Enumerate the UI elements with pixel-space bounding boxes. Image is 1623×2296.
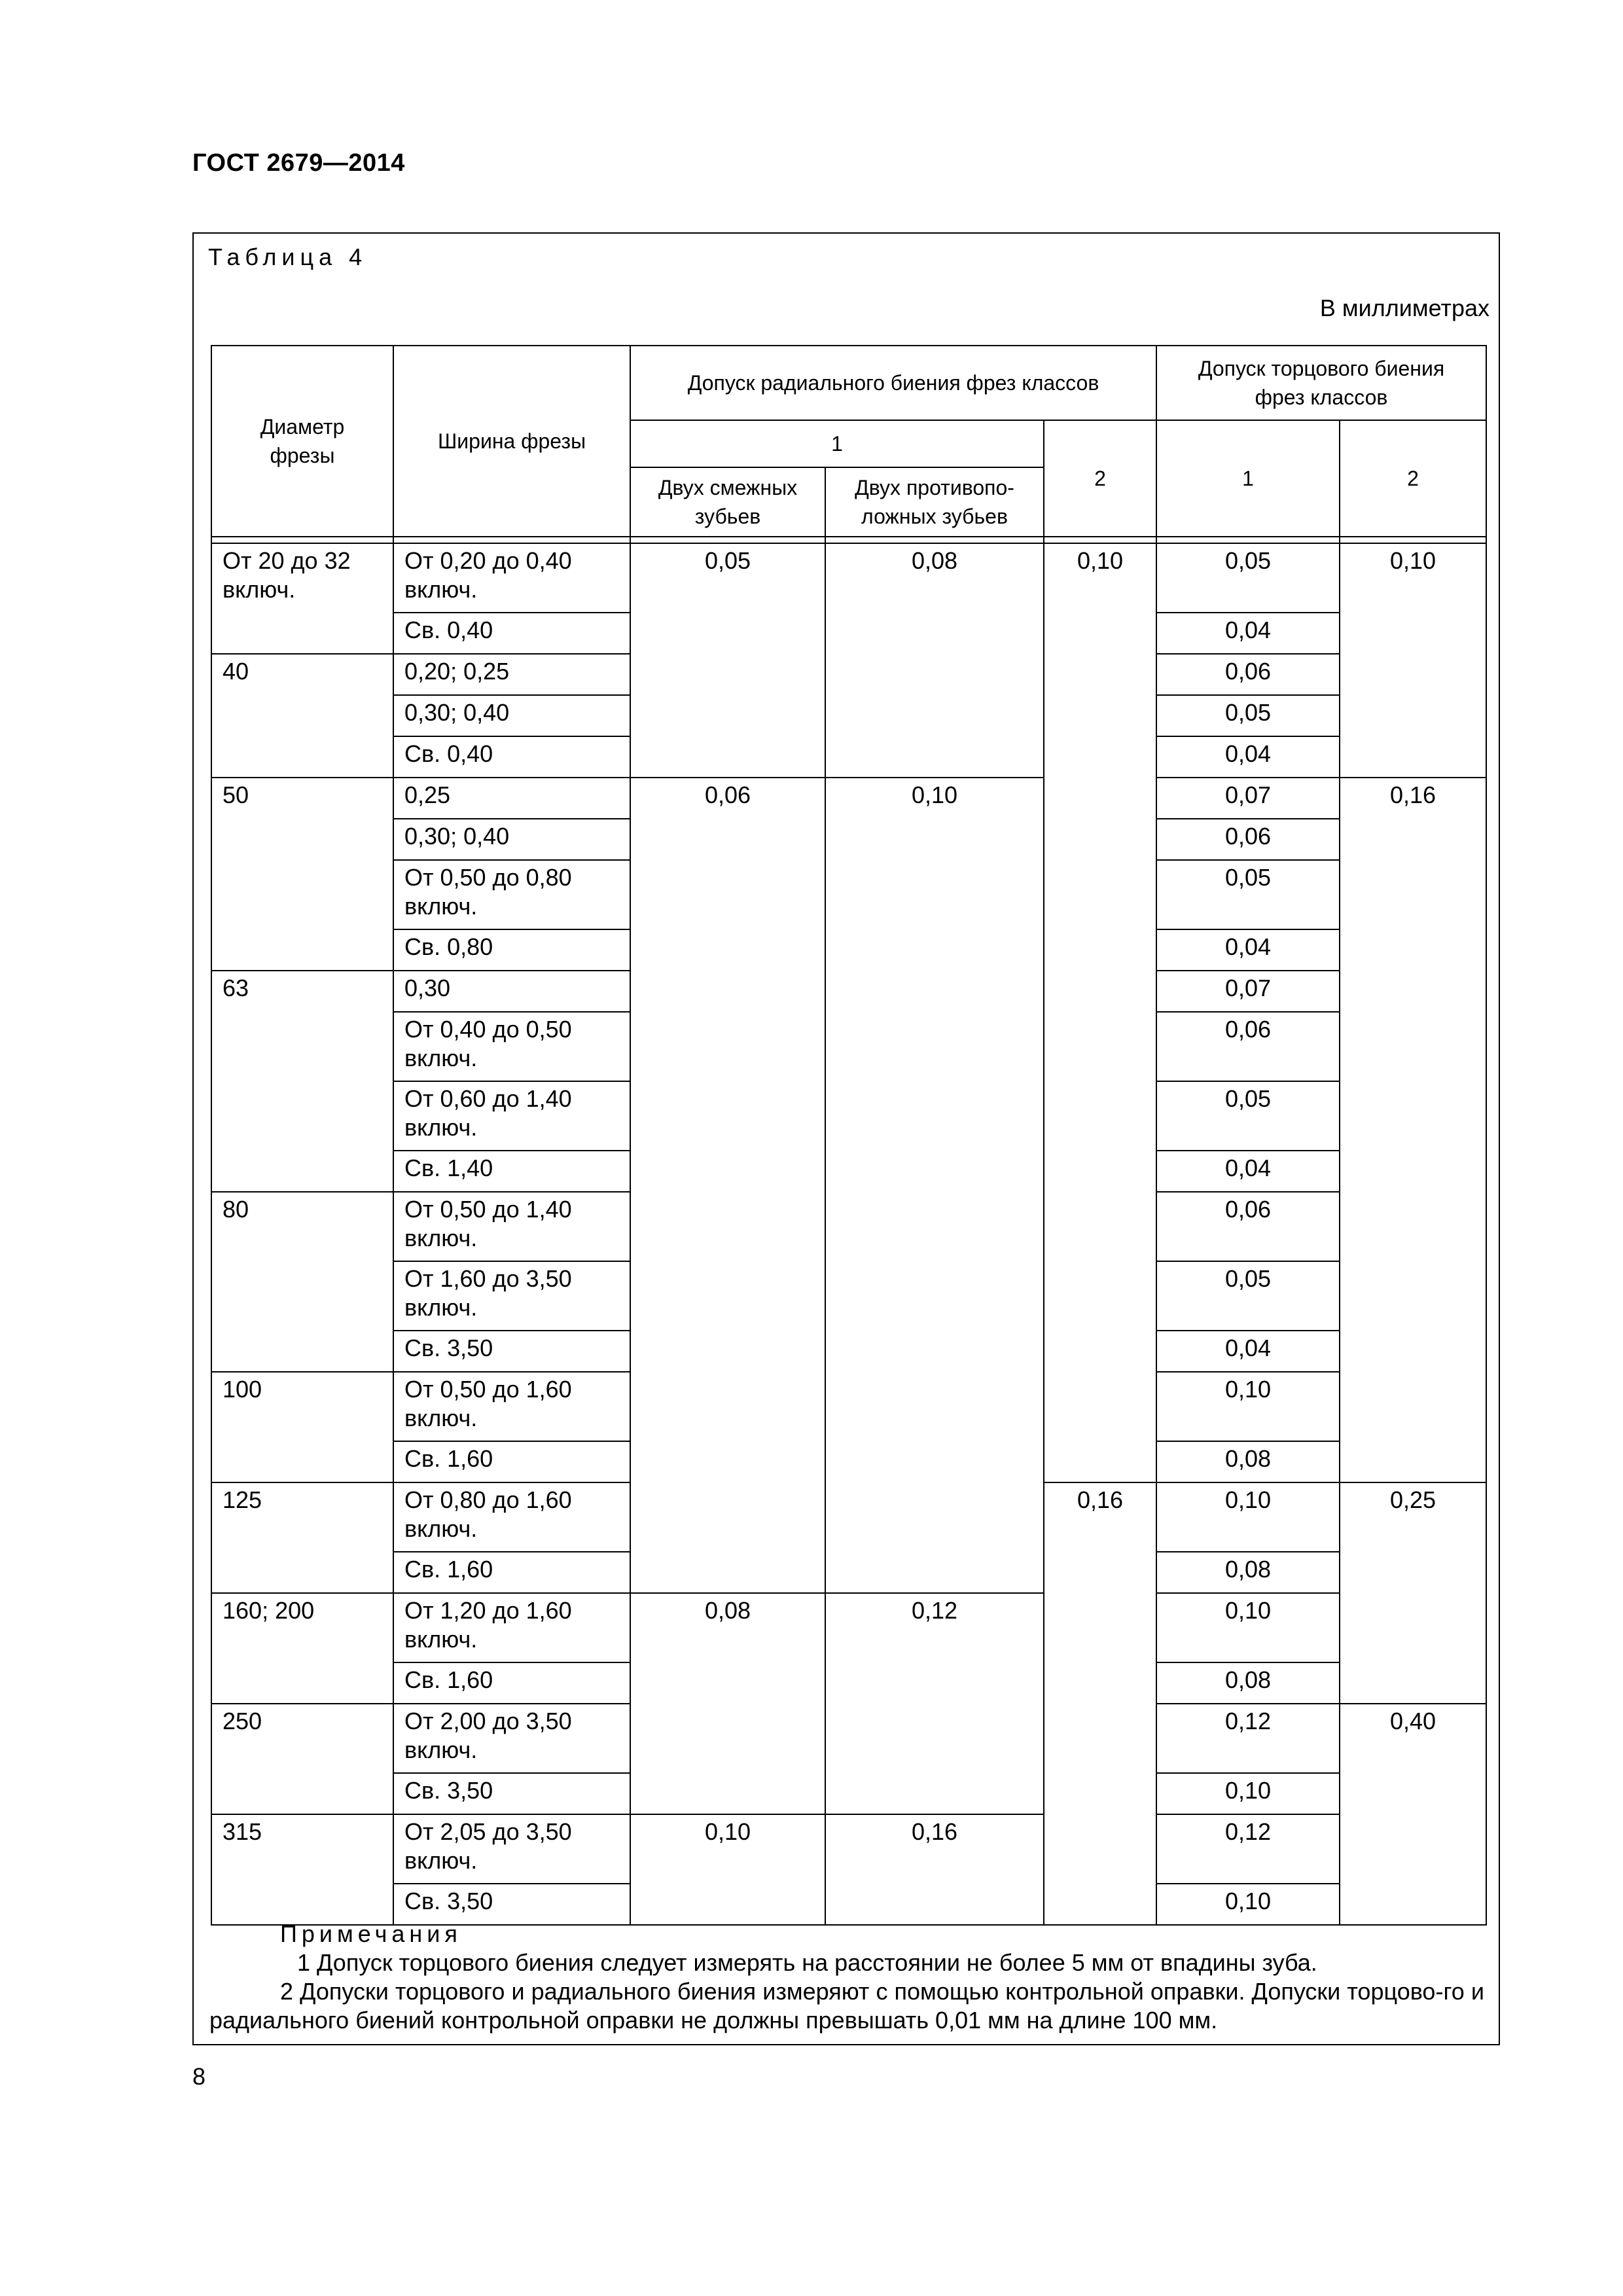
diameter-cell: 63 [211, 971, 393, 1192]
axial-class1-cell: 0,04 [1156, 929, 1340, 971]
width-cell: От 0,80 до 1,60 включ. [393, 1482, 630, 1552]
note-item: 1 Допуск торцового биения следует измерять на расстоянии не более 5 мм от впадины зуба. [297, 1949, 1317, 1976]
axial-class2-cell: 0,10 [1340, 543, 1486, 778]
axial-class1-cell: 0,10 [1156, 1773, 1340, 1814]
width-cell: Св. 1,60 [393, 1441, 630, 1482]
axial-class1-cell: 0,08 [1156, 1662, 1340, 1704]
radial-opposite-cell: 0,16 [825, 1814, 1044, 1925]
header-axial-class-1: 1 [1156, 420, 1340, 537]
axial-class1-cell: 0,04 [1156, 1151, 1340, 1192]
diameter-cell: 315 [211, 1814, 393, 1925]
width-cell: От 2,00 до 3,50 включ. [393, 1704, 630, 1773]
table-units: В миллиметрах [1319, 295, 1489, 321]
diameter-cell: 125 [211, 1482, 393, 1593]
axial-class1-cell: 0,10 [1156, 1482, 1340, 1552]
axial-class1-cell: 0,12 [1156, 1704, 1340, 1773]
width-cell: Св. 0,80 [393, 929, 630, 971]
header-diameter: Диаметр фрезы [211, 346, 393, 537]
header-width: Ширина фрезы [393, 346, 630, 537]
width-cell: От 0,50 до 1,60 включ. [393, 1372, 630, 1441]
axial-class1-cell: 0,07 [1156, 778, 1340, 819]
axial-class2-cell: 0,40 [1340, 1704, 1486, 1925]
axial-class2-cell: 0,25 [1340, 1482, 1486, 1704]
axial-class1-cell: 0,10 [1156, 1372, 1340, 1441]
header-radial-class-1: 1 [630, 420, 1044, 467]
diameter-cell: 250 [211, 1704, 393, 1814]
axial-class1-cell: 0,05 [1156, 1261, 1340, 1331]
axial-class1-cell: 0,04 [1156, 736, 1340, 778]
width-cell: Св. 0,40 [393, 613, 630, 654]
axial-class1-cell: 0,06 [1156, 819, 1340, 860]
page-number: 8 [192, 2063, 206, 2090]
table-notes [209, 1920, 1484, 2035]
header-axial: Допуск торцового биения фрез классов [1156, 346, 1486, 420]
axial-class2-cell: 0,16 [1340, 778, 1486, 1482]
diameter-cell: 80 [211, 1192, 393, 1372]
table-title: Таблица 4 [208, 243, 368, 270]
width-cell: Св. 1,60 [393, 1552, 630, 1593]
diameter-cell: 160; 200 [211, 1593, 393, 1704]
width-cell: Св. 3,50 [393, 1331, 630, 1372]
width-cell: 0,30; 0,40 [393, 695, 630, 736]
header-adjacent-teeth: Двух смежных зубьев [630, 467, 825, 537]
width-cell: От 0,50 до 0,80 включ. [393, 860, 630, 929]
axial-class1-cell: 0,08 [1156, 1441, 1340, 1482]
radial-class2-cell: 0,10 [1044, 543, 1156, 1482]
width-cell: От 0,50 до 1,40 включ. [393, 1192, 630, 1261]
width-cell: 0,25 [393, 778, 630, 819]
width-cell: 0,20; 0,25 [393, 654, 630, 695]
axial-class1-cell: 0,04 [1156, 1331, 1340, 1372]
width-cell: Св. 0,40 [393, 736, 630, 778]
diameter-cell: 40 [211, 654, 393, 778]
axial-class1-cell: 0,05 [1156, 695, 1340, 736]
axial-class1-cell: 0,12 [1156, 1814, 1340, 1884]
width-cell: От 2,05 до 3,50 включ. [393, 1814, 630, 1884]
axial-class1-cell: 0,06 [1156, 654, 1340, 695]
radial-opposite-cell: 0,12 [825, 1593, 1044, 1814]
note-item: 2 Допуски торцового и радиального биения измеряют с помощью контрольной оправки. Допуски торцово-го и радиального биений контрольной оправки не должны превышать 0,01 мм на длине 100 мм. [209, 1978, 1484, 2034]
diameter-cell: 50 [211, 778, 393, 971]
header-radial-class-2: 2 [1044, 420, 1156, 537]
axial-class1-cell: 0,10 [1156, 1884, 1340, 1925]
radial-class2-cell: 0,16 [1044, 1482, 1156, 1925]
radial-adjacent-cell: 0,06 [630, 778, 825, 1593]
notes-title: Примечания [280, 1920, 462, 1947]
axial-class1-cell: 0,05 [1156, 860, 1340, 929]
width-cell: 0,30 [393, 971, 630, 1012]
header-opposite-teeth: Двух противопо-ложных зубьев [825, 467, 1044, 537]
radial-opposite-cell: 0,10 [825, 778, 1044, 1593]
width-cell: От 1,20 до 1,60 включ. [393, 1593, 630, 1662]
axial-class1-cell: 0,04 [1156, 613, 1340, 654]
diameter-cell: От 20 до 32 включ. [211, 543, 393, 654]
axial-class1-cell: 0,05 [1156, 543, 1340, 613]
document-header: ГОСТ 2679—2014 [192, 149, 405, 177]
header-radial: Допуск радиального биения фрез классов [630, 346, 1156, 420]
axial-class1-cell: 0,07 [1156, 971, 1340, 1012]
header-separator [211, 537, 1486, 543]
width-cell: Св. 1,60 [393, 1662, 630, 1704]
radial-adjacent-cell: 0,08 [630, 1593, 825, 1814]
diameter-cell: 100 [211, 1372, 393, 1482]
width-cell: От 0,40 до 0,50 включ. [393, 1012, 630, 1081]
radial-adjacent-cell: 0,10 [630, 1814, 825, 1925]
width-cell: Св. 3,50 [393, 1884, 630, 1925]
width-cell: Св. 3,50 [393, 1773, 630, 1814]
header-axial-class-2: 2 [1340, 420, 1486, 537]
width-cell: Св. 1,40 [393, 1151, 630, 1192]
tolerance-table [211, 345, 1487, 1926]
axial-class1-cell: 0,05 [1156, 1081, 1340, 1151]
radial-opposite-cell: 0,08 [825, 543, 1044, 778]
width-cell: От 1,60 до 3,50 включ. [393, 1261, 630, 1331]
axial-class1-cell: 0,10 [1156, 1593, 1340, 1662]
width-cell: 0,30; 0,40 [393, 819, 630, 860]
axial-class1-cell: 0,06 [1156, 1012, 1340, 1081]
width-cell: От 0,20 до 0,40 включ. [393, 543, 630, 613]
axial-class1-cell: 0,06 [1156, 1192, 1340, 1261]
radial-adjacent-cell: 0,05 [630, 543, 825, 778]
axial-class1-cell: 0,08 [1156, 1552, 1340, 1593]
width-cell: От 0,60 до 1,40 включ. [393, 1081, 630, 1151]
